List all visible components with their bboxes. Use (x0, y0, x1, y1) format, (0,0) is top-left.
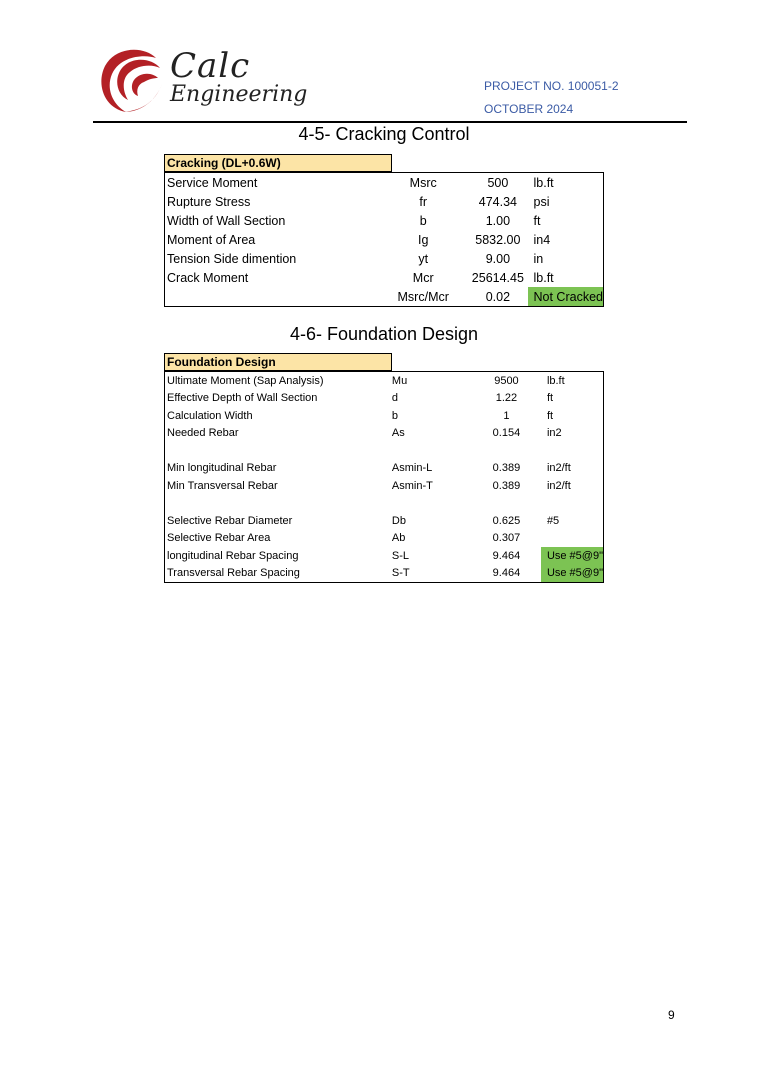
table-row (165, 407, 604, 425)
table-row (165, 390, 604, 408)
table-row (165, 268, 604, 287)
foundation-table (164, 371, 604, 583)
row-label: Selective Rebar Area (167, 532, 271, 545)
row-symbol: S-T (391, 567, 410, 580)
row-symbol: S-L (391, 549, 410, 562)
page-number: 9 (668, 1008, 675, 1022)
foundation-table-header: Foundation Design (164, 353, 392, 371)
row-symbol: Asmin-L (391, 462, 433, 475)
swirl-logo-icon (96, 44, 168, 116)
row-unit (541, 495, 604, 513)
row-symbol (389, 442, 472, 460)
row-symbol: Db (391, 514, 406, 527)
row-value: 9.464 (492, 549, 521, 562)
table-row (165, 442, 604, 460)
row-label: Moment of Area (167, 232, 256, 247)
row-value: 500 (487, 175, 509, 190)
row-symbol: yt (418, 251, 429, 266)
row-value: 0.02 (485, 289, 511, 304)
table-row (165, 565, 604, 583)
row-label: longitudinal Rebar Spacing (167, 549, 299, 562)
row-symbol: Asmin-T (391, 479, 433, 492)
row-unit: lb.ft (546, 374, 565, 387)
row-label: Needed Rebar (167, 427, 239, 440)
table-row (165, 230, 604, 249)
row-symbol: b (391, 409, 399, 422)
row-value: 0.389 (492, 479, 521, 492)
table-row (165, 530, 604, 548)
row-symbol: As (391, 427, 405, 440)
row-symbol: Msrc (409, 175, 437, 190)
status-badge: Use #5@9" (541, 565, 604, 583)
row-value: 1 (503, 409, 510, 422)
row-unit: in4 (533, 232, 551, 247)
table-row (165, 372, 604, 390)
row-value: 5832.00 (475, 232, 521, 247)
cracking-table-header: Cracking (DL+0.6W) (164, 154, 392, 172)
row-unit (541, 442, 604, 460)
table-row (165, 460, 604, 478)
row-label: Tension Side dimention (167, 251, 297, 266)
row-label: Min longitudinal Rebar (167, 462, 277, 475)
table-row (165, 192, 604, 211)
row-unit: in2/ft (546, 462, 571, 475)
row-symbol: Mu (391, 374, 408, 387)
row-symbol: Msrc/Mcr (397, 289, 449, 304)
header-divider (93, 121, 687, 123)
company-logo (96, 42, 308, 122)
row-value: 25614.45 (471, 270, 524, 285)
report-date: OCTOBER 2024 (484, 102, 574, 116)
row-unit: #5 (546, 514, 560, 527)
logo-text-calc: Calc (170, 46, 251, 86)
row-label: Width of Wall Section (167, 213, 286, 228)
row-symbol: Mcr (412, 270, 434, 285)
row-value: 0.625 (492, 514, 521, 527)
row-unit: ft (546, 392, 554, 405)
row-label (165, 442, 389, 460)
row-symbol: b (419, 213, 427, 228)
row-value: 0.307 (492, 532, 521, 545)
row-label: Crack Moment (167, 270, 249, 285)
row-value: 1.22 (495, 392, 518, 405)
row-symbol (389, 495, 472, 513)
row-unit: ft (546, 409, 554, 422)
row-label: Transversal Rebar Spacing (167, 567, 300, 580)
row-label: Calculation Width (167, 409, 253, 422)
row-symbol: Ig (417, 232, 429, 247)
row-value: 1.00 (485, 213, 511, 228)
row-label: Effective Depth of Wall Section (167, 392, 318, 405)
row-unit: lb.ft (533, 270, 554, 285)
row-unit (541, 530, 604, 548)
row-unit: in2 (546, 427, 562, 440)
row-unit: psi (533, 194, 550, 209)
row-label: Min Transversal Rebar (167, 479, 278, 492)
table-row (165, 287, 604, 307)
row-symbol: fr (419, 194, 428, 209)
table-row (165, 173, 604, 193)
cracking-table (164, 172, 604, 307)
logo-text-engineering: Engineering (170, 82, 308, 107)
row-label: Ultimate Moment (Sap Analysis) (167, 374, 324, 387)
table-row (165, 211, 604, 230)
row-value: 9.00 (485, 251, 511, 266)
row-symbol: Ab (391, 532, 406, 545)
row-symbol: d (391, 392, 399, 405)
table-row (165, 249, 604, 268)
row-value (472, 495, 541, 513)
status-badge: Not Cracked (528, 287, 604, 307)
row-unit: ft (533, 213, 541, 228)
row-value: 474.34 (478, 194, 517, 209)
row-label: Service Moment (167, 175, 258, 190)
table-row (165, 495, 604, 513)
row-value: 9500 (494, 374, 519, 387)
row-unit: in2/ft (546, 479, 571, 492)
row-unit: in (533, 251, 544, 266)
row-value: 9.464 (492, 567, 521, 580)
row-label: Rupture Stress (167, 194, 251, 209)
row-value: 0.154 (492, 427, 521, 440)
status-badge: Use #5@9" (541, 547, 604, 565)
foundation-section-title: 4-6- Foundation Design (289, 324, 479, 344)
row-unit: lb.ft (533, 175, 554, 190)
table-row (165, 477, 604, 495)
row-label (165, 495, 389, 513)
row-value: 0.389 (492, 462, 521, 475)
table-row (165, 547, 604, 565)
cracking-section-title: 4-5- Cracking Control (298, 124, 470, 144)
row-label (165, 287, 379, 307)
row-value (472, 442, 541, 460)
table-row (165, 425, 604, 443)
table-row (165, 512, 604, 530)
project-number: PROJECT NO. 100051-2 (484, 79, 619, 93)
row-label: Selective Rebar Diameter (167, 514, 293, 527)
